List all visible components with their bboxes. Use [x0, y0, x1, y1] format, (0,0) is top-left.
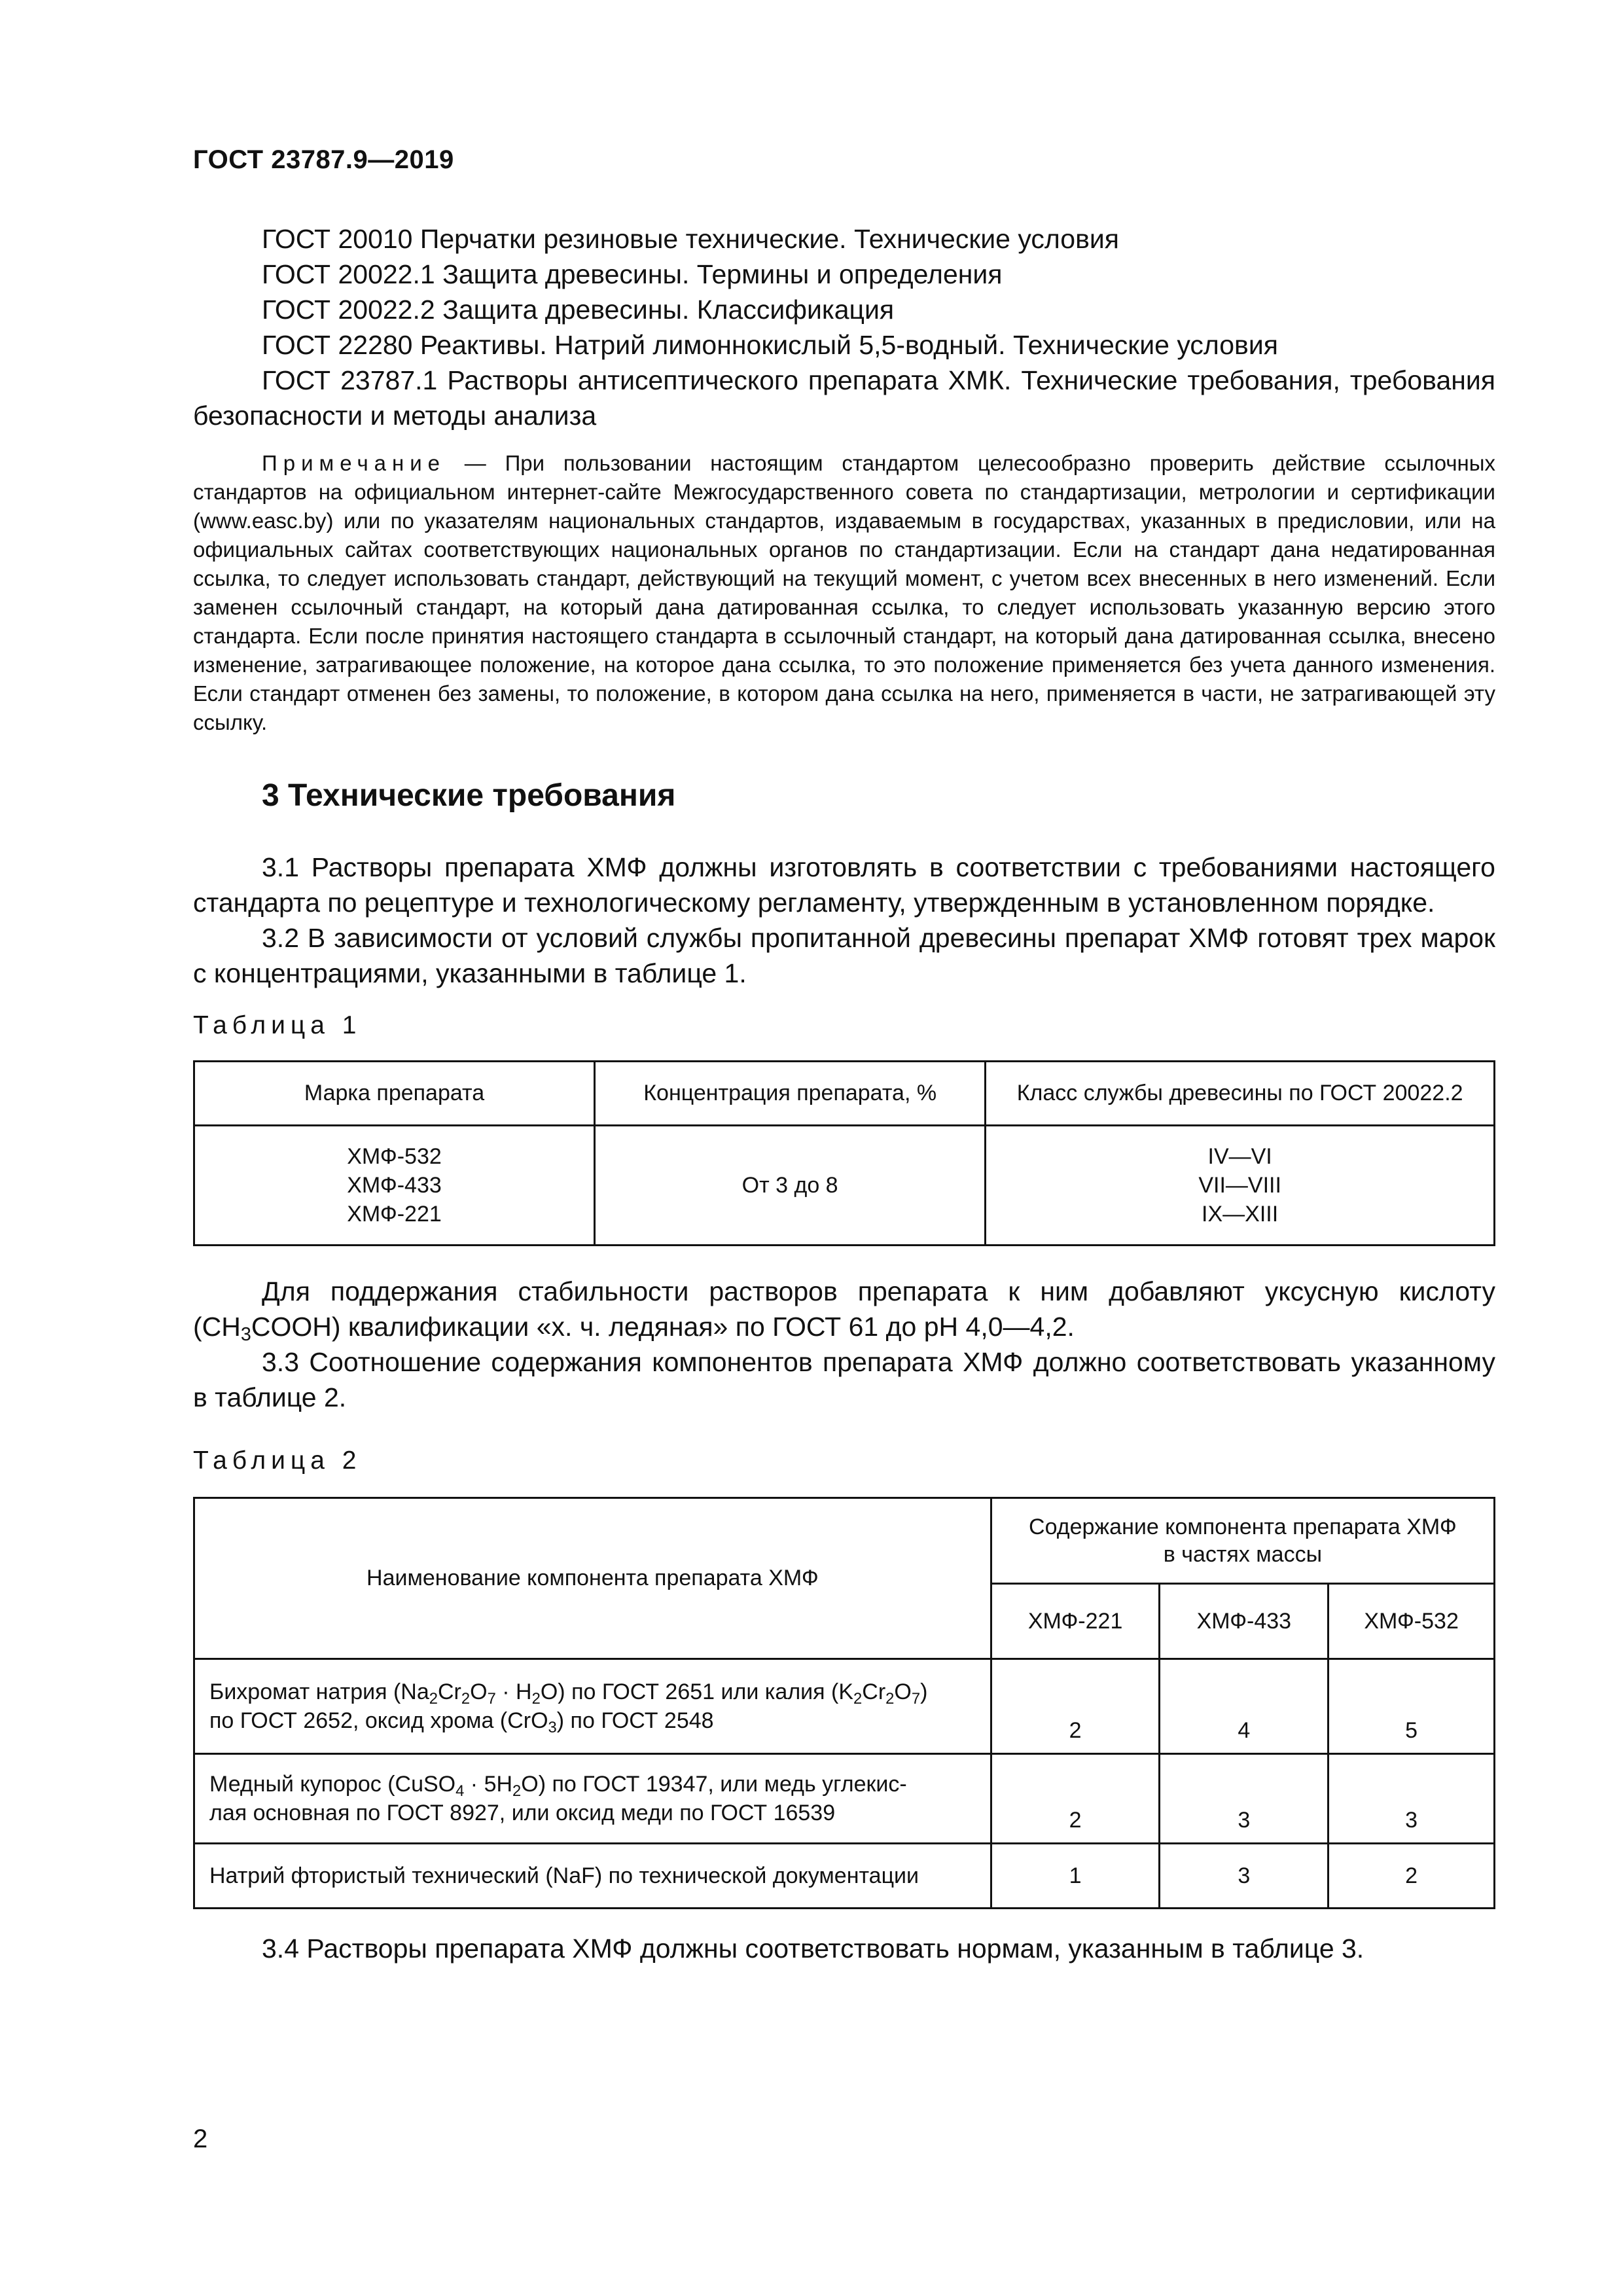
table2-header-mark: ХМФ-433 [1160, 1584, 1329, 1659]
table1-cell-concentration: От 3 до 8 [595, 1126, 986, 1246]
reference-item: ГОСТ 20010 Перчатки резиновые технические. Технические условия [262, 224, 1119, 254]
table1-header-concentration: Концентрация препарата, % [595, 1062, 986, 1126]
table2-header-name: Наименование компонента препарата ХМФ [194, 1498, 991, 1659]
paragraph-3-3: 3.3 Соотношение содержания компонентов препарата ХМФ должно соответствовать указанному в таблице 2. [193, 1347, 1495, 1412]
paragraph-3-1: 3.1 Растворы препарата ХМФ должны изготовлять в соответствии с требованиями настоящего стандарта по рецептуре и технологическому регламенту, утвержденным в установленном порядке. [193, 852, 1495, 918]
reference-item: ГОСТ 22280 Реактивы. Натрий лимоннокислый 5,5-водный. Технические условия [262, 330, 1278, 360]
table2-row2-value: 3 [1329, 1754, 1495, 1844]
reference-item: ГОСТ 23787.1 Растворы антисептического препарата ХМК. Технические требования, требования безопасности и методы анализа [193, 365, 1495, 431]
reference-item: ГОСТ 20022.1 Защита древесины. Термины и определения [262, 259, 1003, 289]
table2-header-mark: ХМФ-532 [1329, 1584, 1495, 1659]
note-paragraph [193, 449, 1495, 737]
table1-cell-classes: IV—VI VII—VIII IX—XIII [986, 1126, 1495, 1246]
table2-caption: Таблица 2 [193, 1446, 362, 1475]
reference-item: ГОСТ 20022.2 Защита древесины. Классификация [262, 295, 895, 325]
table2-row3-name: Натрий фтористый технический (NaF) по технической документации [194, 1844, 991, 1909]
table1-caption: Таблица 1 [193, 1011, 362, 1039]
table2-row3-value: 2 [1329, 1844, 1495, 1909]
section-title: 3 Технические требования [262, 778, 676, 813]
table-row [194, 1844, 1495, 1909]
note-label: Примечание [262, 451, 446, 475]
table1-header-mark: Марка препарата [194, 1062, 595, 1126]
table-row [194, 1659, 1495, 1754]
table2-row3-value: 3 [1160, 1844, 1329, 1909]
table2-row1-name: Бихромат натрия $(Na_2Cr_2O_7 \cdot H_2O)$ по ГОСТ 2651 или калия $(K_2Cr_2O_7)$ по ГОСТ 2652, оксид хрома (CrO$_3$) по ГОСТ 2548 [194, 1659, 991, 1754]
table2-row2-value: 2 [991, 1754, 1160, 1844]
table2-row1-value: 2 [991, 1659, 1160, 1754]
table-row [194, 1754, 1495, 1844]
table2-row2-value: 3 [1160, 1754, 1329, 1844]
page-number: 2 [193, 2125, 208, 2153]
document-header: ГОСТ 23787.9—2019 [193, 145, 454, 174]
table1-header-class: Класс службы древесины по ГОСТ 20022.2 [986, 1062, 1495, 1126]
table1-cell-marks: ХМФ-532 ХМФ-433 ХМФ-221 [194, 1126, 595, 1246]
table-2 [193, 1497, 1495, 1909]
table2-row1-value: 5 [1329, 1659, 1495, 1754]
table2-row1-value: 4 [1160, 1659, 1329, 1754]
paragraph-3-4: 3.4 Растворы препарата ХМФ должны соответствовать нормам, указанным в таблице 3. [262, 1933, 1364, 1964]
paragraph-stabilizer: Для поддержания стабильности растворов препарата к ним добавляют уксусную кислоту $(CH_3COOH)$ квалификации «х. ч. ледяная» по ГОСТ 61 до pH 4,0—4,2. [193, 1276, 1495, 1345]
reference-list [193, 221, 1495, 433]
paragraph-3-2: 3.2 В зависимости от условий службы пропитанной древесины препарат ХМФ готовят трех марок с концентрациями, указанными в таблице 1. [193, 923, 1495, 988]
table2-header-content: Содержание компонента препарата ХМФ в частях массы [991, 1498, 1494, 1584]
table2-row2-name: Медный купорос (CuSO$_4$ · $5H_2O$) по ГОСТ 19347, или медь углекис- лая основная по ГОСТ 8927, или оксид меди по ГОСТ 16539 [194, 1754, 991, 1844]
note-text: — При пользовании настоящим стандартом целесообразно проверить действие ссылочных стандартов на официальном интернет-сайте Межгосударственного совета по стандартизации, метрологии и сертификации (www.easc.by) или по указателям национальных стандартов, издаваемым в государствах, указанных в предисловии, или на официальных сайтах соответствующих национальных органов по стандартизации. Если на стандарт дана недатированная ссылка, то следует использовать стандарт, действующий на текущий момент, с учетом всех внесенных в него изменений. Если заменен ссылочный стандарт, на который дана датированная ссылка, то следует использовать указанную версию этого стандарта. Если после принятия настоящего стандарта в ссылочный стандарт, на который дана датированная ссылка, внесено изменение, затрагивающее положение, на которое дана ссылка, то это положение применяется без учета данного изменения. Если стандарт отменен без замены, то положение, в котором дана ссылка на него, применяется в части, не затрагивающей эту ссылку. [193, 451, 1495, 734]
table-1 [193, 1060, 1495, 1246]
table2-header-mark: ХМФ-221 [991, 1584, 1160, 1659]
table2-row3-value: 1 [991, 1844, 1160, 1909]
